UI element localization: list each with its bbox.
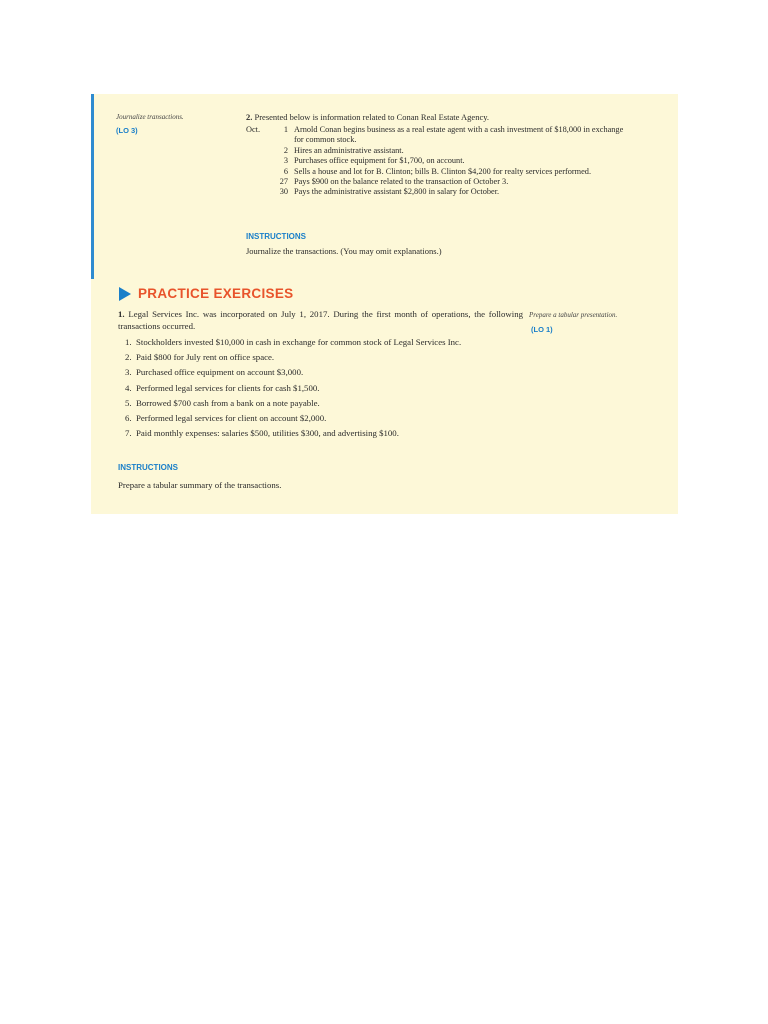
- transaction-text: Sells a house and lot for B. Clinton; bills B. Clinton $4,200 for realty services performed.: [294, 166, 592, 176]
- exercise-2-title: [246, 112, 489, 122]
- transaction-row: [246, 156, 626, 166]
- list-item: [125, 367, 523, 378]
- exercise-2-side-note: Journalize transactions.: [116, 113, 184, 121]
- transaction-day: 27: [279, 177, 288, 187]
- list-item-text: Borrowed $700 cash from a bank on a note payable.: [136, 397, 320, 408]
- list-item: [125, 383, 523, 394]
- list-item-number: 1.: [125, 337, 132, 347]
- practice-exercises-title: PRACTICE EXERCISES: [138, 286, 294, 301]
- exercise-2-instructions-heading: INSTRUCTIONS: [246, 232, 306, 241]
- transaction-text: Pays $900 on the balance related to the transaction of October 3.: [294, 177, 509, 187]
- transaction-row: [246, 125, 626, 146]
- list-item-text: Performed legal services for client on account $2,000.: [136, 412, 327, 423]
- transaction-day: 30: [279, 187, 288, 197]
- list-item: [125, 428, 523, 439]
- list-item-text: Stockholders invested $10,000 in cash in exchange for common stock of Legal Services Inc.: [136, 337, 462, 347]
- exercise-2-block: [91, 94, 678, 279]
- practice-1-instructions-heading: INSTRUCTIONS: [118, 463, 178, 472]
- list-item-number: 5.: [125, 397, 132, 408]
- list-item-text: Paid $800 for July rent on office space.: [136, 352, 275, 363]
- list-item: [125, 337, 523, 348]
- list-item-number: 3.: [125, 367, 132, 378]
- transaction-row: [246, 167, 626, 177]
- textbook-panel: [91, 94, 678, 514]
- list-item: [125, 352, 523, 363]
- triangle-arrow-icon: [119, 287, 131, 301]
- list-item-number: 2.: [125, 352, 132, 363]
- list-item-text: Paid monthly expenses: salaries $500, utilities $300, and advertising $100.: [136, 428, 399, 439]
- transaction-text: Pays the administrative assistant $2,800 in salary for October.: [294, 187, 500, 197]
- transaction-row: [246, 146, 626, 156]
- transaction-text: Arnold Conan begins business as a real estate agent with a cash investment of $18,000 in exchange for common stock.: [294, 125, 624, 145]
- transaction-row: [246, 177, 626, 187]
- transaction-text: Hires an administrative assistant.: [294, 145, 404, 155]
- practice-1-number: 1.: [118, 309, 125, 319]
- exercise-2-number: 2.: [246, 112, 253, 122]
- transaction-day: 1: [283, 125, 288, 134]
- transaction-text: Purchases office equipment for $1,700, on account.: [294, 156, 465, 166]
- list-item: [125, 398, 523, 409]
- transaction-row: [246, 187, 626, 197]
- transaction-month: Oct.: [246, 125, 261, 134]
- transaction-day: 3: [283, 156, 288, 166]
- exercise-2-title-text: Presented below is information related to Conan Real Estate Agency.: [254, 112, 490, 122]
- list-item-text: Performed legal services for clients for cash $1,500.: [136, 382, 320, 393]
- exercise-2-instructions-text: Journalize the transactions. (You may omit explanations.): [246, 246, 442, 256]
- practice-1-intro: [118, 309, 523, 332]
- transaction-list: [246, 125, 626, 198]
- list-item-text: Purchased office equipment on account $3,000.: [136, 367, 304, 378]
- practice-exercises-header: [119, 286, 293, 301]
- practice-1-intro-text: Legal Services Inc. was incorporated on July 1, 2017. During the first month of operations, the following transactions occurred.: [118, 309, 523, 331]
- exercise-2-learning-objective: (LO 3): [116, 126, 138, 135]
- practice-1-learning-objective: (LO 1): [531, 325, 553, 334]
- list-item-number: 6.: [125, 412, 132, 423]
- transaction-day: 6: [283, 166, 288, 176]
- list-item-number: 4.: [125, 382, 132, 393]
- practice-1-instructions-text: Prepare a tabular summary of the transactions.: [118, 480, 282, 490]
- list-item-number: 7.: [125, 428, 132, 439]
- practice-1-side-note: Prepare a tabular presentation.: [529, 311, 618, 319]
- practice-1-item-list: [125, 337, 523, 443]
- transaction-day: 2: [283, 145, 288, 155]
- list-item: [125, 413, 523, 424]
